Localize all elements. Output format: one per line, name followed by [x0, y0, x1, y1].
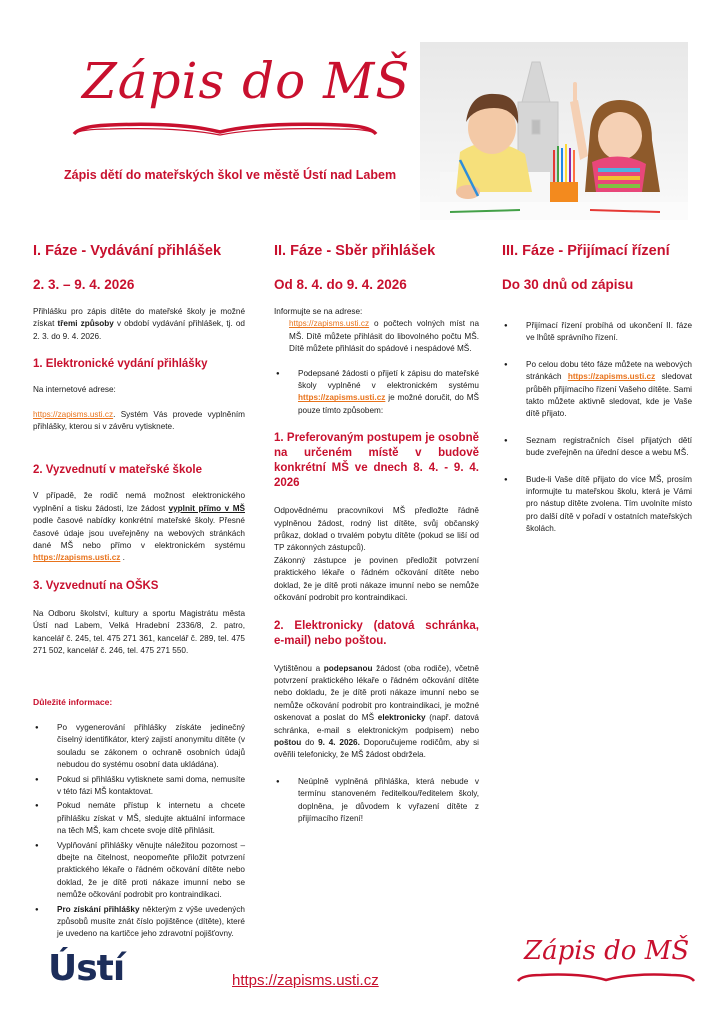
- text: (např. datová schránka, e-mail s elektronickým podpisem) nebo: [274, 713, 479, 735]
- phase2-inform-label: Informujte se na adrese:: [274, 307, 363, 316]
- phase2-column: [274, 242, 483, 825]
- bold-text: třemi způsoby: [57, 319, 114, 329]
- phase1-section3-text: Na Odboru školství, kultury a sportu Magistrátu města Ústí nad Labem, Velká Hradební 2336/8, 2. patro, kancelář č. 245, tel. 475 271 361, kancelář č. 289, tel. 475 271 502, kancelář č. 246, tel. 475 271 550.: [33, 608, 245, 656]
- phase1-column: [33, 242, 245, 941]
- list-item: [33, 904, 245, 941]
- bold-text: Pro získání přihlášky: [57, 904, 140, 914]
- phase1-section1-title: 1. Elektronické vydání přihlášky: [33, 358, 208, 371]
- phase1-section3-title: 3. Vyzvednutí na OŠKS: [33, 579, 159, 592]
- hero-photo-children: [420, 42, 688, 220]
- text: žádost (oba rodiče), včetně potvrzení praktického lékaře o řádném očkování dítěte nebo dokladu, že je dítě proti nákaze imunní nebo se nemůže očkování podrobit pro kontraindikaci, je možné oskenovat a poslat do MŠ: [274, 663, 479, 723]
- phase1-section2-text: [33, 490, 245, 564]
- phase2-section2-title: 2. Elektronicky (datová schránka, e-mail) nebo poštou.: [274, 619, 483, 647]
- list-item: [274, 368, 479, 418]
- zapisms-link[interactable]: https://zapisms.usti.cz: [33, 409, 114, 419]
- text: do: [301, 737, 319, 747]
- pencil-cup: [550, 144, 578, 206]
- phase2-section1-text1: Odpovědnému pracovníkovi MŠ předložte řádně vyplněnou žádost, rodný list dítěte, svůj občanský průkaz, doklad o trvalém pobytu dítěte (pokud se liší od TP zákonných zástupců).: [274, 506, 479, 553]
- phase2-list-2: [274, 776, 479, 826]
- zapis-logo-small: [516, 936, 696, 996]
- phase2-section1-text2: Zákonný zástupce je povinen předložit potvrzení praktického lékaře o řádném očkování dítěte nebo doklad, že je dítě proti nákaze imunní nebo se nemůže očkování podrobit pro kontraindikaci.: [274, 555, 479, 603]
- text: . Systém Vás provede vyplněním přihlášky, kterou si v závěru vytisknete.: [33, 409, 245, 432]
- zapisms-link[interactable]: https://zapisms.usti.cz: [567, 372, 656, 382]
- text: Vytištěnou a: [274, 663, 324, 673]
- phase2-dates: Od 8. 4. do 9. 4. 2026: [274, 277, 407, 292]
- phase1-dates: 2. 3. – 9. 4. 2026: [33, 277, 135, 292]
- logo-script-text: Zápis do MŠ: [524, 936, 690, 966]
- phase2-section2-text: [274, 663, 479, 762]
- page-subtitle: Zápis dětí do mateřských škol ve městě Ústí nad Labem: [64, 168, 397, 182]
- phase2-inform-text: [274, 318, 479, 355]
- list-item: ● Přijímací řízení probíhá od ukončení II. fáze ve lhůtě správního řízení.: [502, 320, 692, 345]
- zapis-logo: [70, 52, 411, 152]
- text: je možné doručit, do MŠ pouze tímto způsobem:: [298, 393, 479, 415]
- list-item: ● Vyplňování přihlášky věnujte náležitou pozornost – dbejte na čitelnost, neopomeňte přiložit potvrzení praktického lékaře o řádném očkování dítěte nebo doklad, že je dítě proti nákaze imunní nebo se nemůže očkování podrobit pro kontraindikaci.: [33, 840, 245, 902]
- phase1-section2-title: 2. Vyzvednutí v mateřské škole: [33, 464, 202, 477]
- open-book-icon: [516, 968, 696, 982]
- phase1-section1-text: [33, 409, 245, 434]
- text: .: [120, 553, 125, 563]
- list-item: ● Seznam registračních čísel přijatých dětí bude zveřejněn na úřední desce a webu MŠ.: [502, 435, 692, 460]
- phase1-intro: [33, 306, 245, 343]
- text: Přihlášku pro zápis dítěte do mateřské školy je možné získat: [33, 307, 245, 329]
- text: Po celou dobu této fáze můžete na webových stránkách: [526, 359, 692, 382]
- text: sledovat průběh přijímacího řízení Vašeho dítěte. Sami takto můžete aktivně sledovat, kde je Vaše dítě přijato.: [526, 372, 692, 419]
- logo-script-text: Zápis do MŠ: [82, 52, 411, 110]
- phase1-title: I. Fáze - Vydávání přihlášek: [33, 243, 222, 259]
- girl-figure: [570, 82, 660, 192]
- open-book-icon: [70, 112, 380, 136]
- text: některým z výše uvedených způsobů musíte znát číslo pojištěnce (dítěte), které je uvedeno na kartičce jeho zdravotní pojišťovny.: [57, 904, 245, 939]
- list-item: ● Bude-li Vaše dítě přijato do více MŠ, prosím informujte tu mateřskou školu, která je Vámi pro nástup dítěte zvolena. Tím uvolníte místo pro další dítě v pořadí v ostatních mateřských školách.: [502, 474, 692, 536]
- phase2-section1-title: 1. Preferovaným postupem je osobně na určeném místě v budově konkrétní MŠ ve dnech 8. 4. - 9. 4. 2026: [274, 432, 479, 490]
- zapisms-link[interactable]: https://zapisms.usti.cz: [298, 393, 386, 403]
- important-info-title: Důležité informace:: [33, 696, 113, 707]
- text: v období vydávání přihlášek, tj. od 2. 3. do 9. 4. 2026.: [33, 319, 245, 341]
- phase3-title: III. Fáze - Přijímací řízení: [502, 243, 670, 259]
- footer-url-link[interactable]: https://zapisms.usti.cz: [232, 972, 379, 989]
- usti-city-logo: Ústí: [48, 948, 125, 989]
- list-item: [502, 359, 692, 421]
- list-item: ● Pokud si přihlášku vytisknete sami doma, nemusíte v této fázi MŠ kontaktovat.: [33, 774, 245, 799]
- text: o počtech volných míst na MŠ. Dítě můžete přihlásit do libovolného počtu MŠ. Dítě můžete přihlásit do spádové i nespádové MŠ.: [289, 319, 479, 354]
- phase1-section1-label: Na internetové adrese:: [33, 385, 116, 395]
- text: Podepsané žádosti o přijetí k zápisu do mateřské školy vyplněné v elektronickém systému: [298, 368, 479, 391]
- important-info-list: [33, 722, 245, 941]
- list-item: ● Neúplně vyplněná přihláška, která nebude v termínu stanoveném ředitelkou/ředitelem školy, doplněna, je důvodem k vyřazení dítěte z přijímacího řízení!: [274, 776, 479, 826]
- list-item: ● Pokud nemáte přístup k internetu a chcete přihlášku získat v MŠ, sledujte aktuální informace na těch MŠ, kam chcete svoje dítě přihlásit.: [33, 800, 245, 837]
- phase3-dates: Do 30 dnů od zápisu: [502, 277, 634, 292]
- zapisms-link[interactable]: https://zapisms.usti.cz: [289, 319, 370, 329]
- bold-text: 9. 4. 2026.: [318, 737, 360, 747]
- bold-text: podepsanou: [323, 663, 373, 673]
- list-item: ● Po vygenerování přihlášky získáte jedinečný číselný identifikátor, který zajistí anonymitu dítěte (v souladu se zákonem o ochraně osobních údajů nebudou do systému osobní data ukládána).: [33, 722, 245, 772]
- bold-text: elektronicky: [377, 713, 426, 723]
- text: V případě, že rodič nemá možnost elektronického vyplnění a tisku žádosti, lze žádost: [33, 491, 245, 513]
- bold-underlined-text: vyplnit přímo v MŠ: [168, 503, 245, 513]
- phase3-list: [502, 320, 692, 536]
- phase2-list-1: [274, 368, 479, 418]
- phase3-column: [502, 242, 692, 536]
- phase2-title: II. Fáze - Sběr přihlášek: [274, 243, 436, 259]
- text: podle časové nabídky konkrétní mateřské školy. Přesné časové údaje jsou uveřejněny na webových stránkách dané MŠ nebo přímo v elektronickém systému: [33, 516, 245, 551]
- bold-text: poštou: [274, 737, 302, 747]
- text: Doporučujeme rodičům, aby si ověřili telefonicky, že MŠ žádost obdržela.: [274, 737, 479, 760]
- zapisms-link[interactable]: https://zapisms.usti.cz: [33, 553, 121, 563]
